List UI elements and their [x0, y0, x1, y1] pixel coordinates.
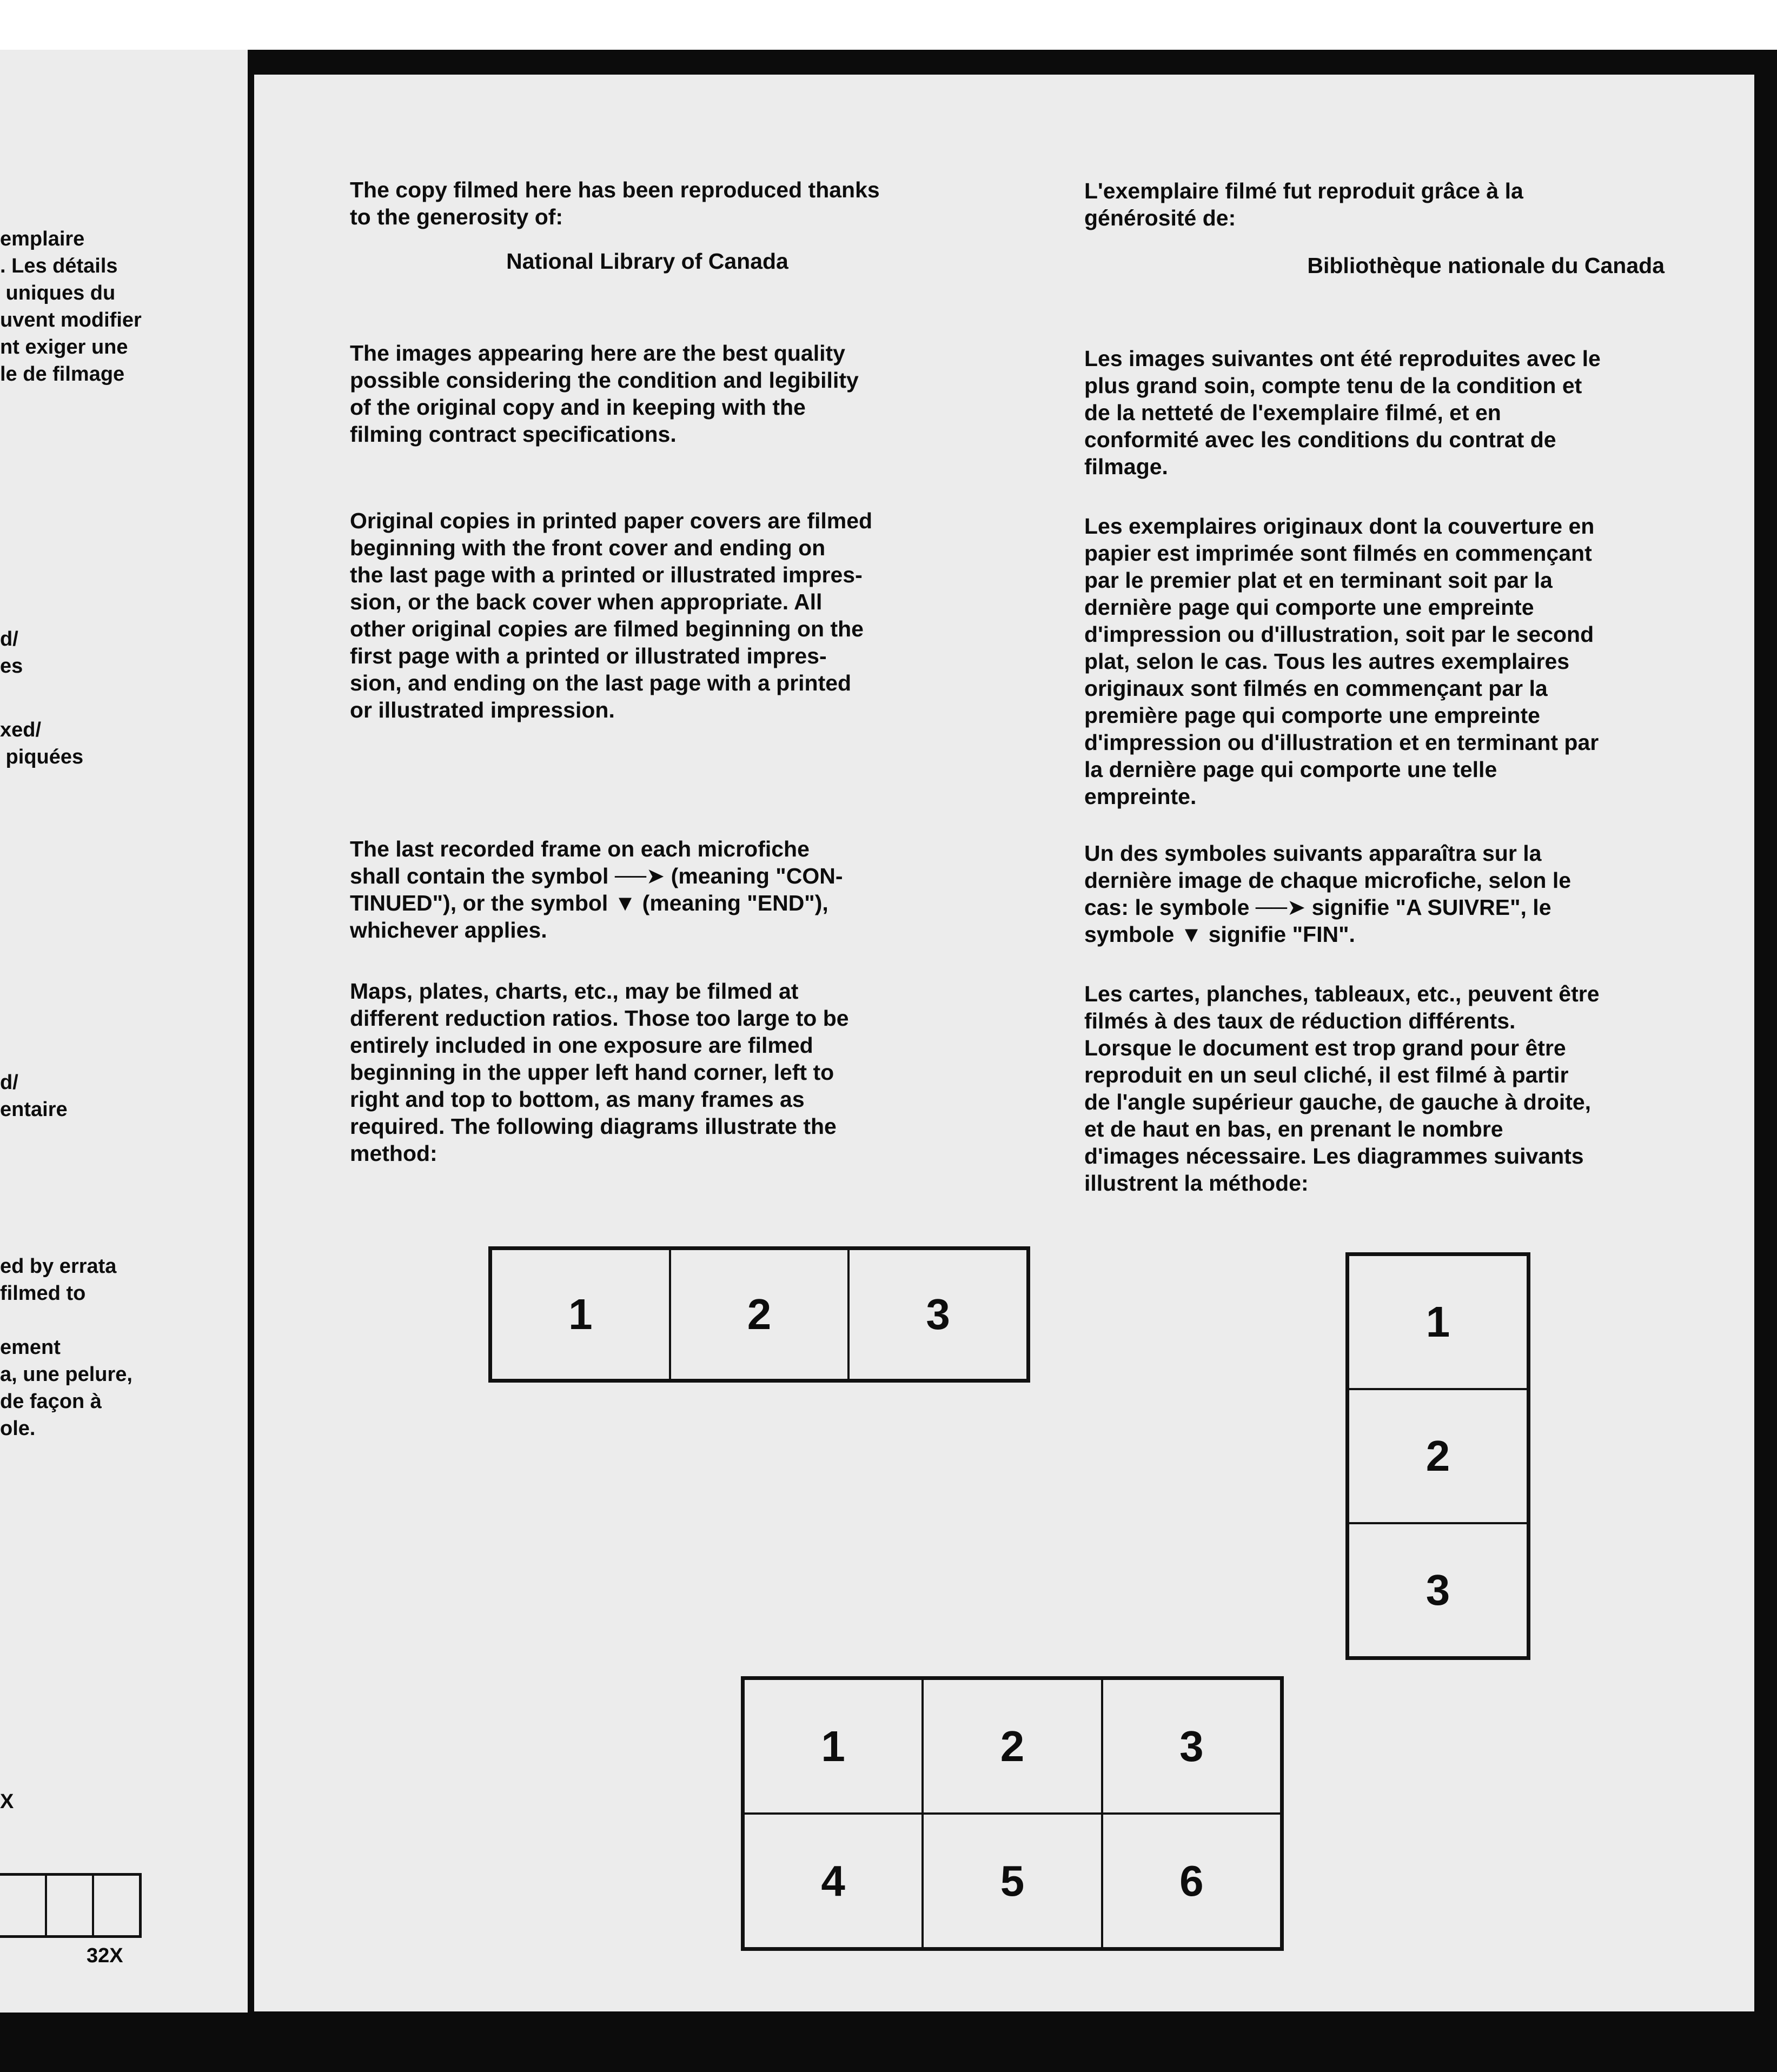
left-text-fragment: nt exiger une — [0, 336, 128, 358]
frame-cell: 2 — [670, 1249, 849, 1380]
left-text-fragment: uniques du — [0, 282, 116, 304]
frame-cell: 2 — [1348, 1389, 1528, 1523]
english-intro: The copy filmed here has been reproduced thanks to the generosity of: — [350, 177, 880, 229]
french-library-name: Bibliothèque nationale du Canada — [1307, 253, 1665, 278]
left-text-fragment: ement — [0, 1336, 61, 1359]
french-covers-paragraph: Les exemplaires originaux dont la couverture en papier est imprimée sont filmés en commençant par le premier plat et en terminant soit par la dernière page qui comporte une empreinte d'impression ou d'illustration, soit par le second plat, selon le cas. Tous les autres exemplaires originaux sont filmés en commençant par la première page qui comporte une empreinte d'impression ou d'illustration et en terminant par la dernière page qui comporte une telle empreinte. — [1084, 514, 1599, 809]
left-text-fragment: d/ — [0, 628, 18, 650]
left-text-fragment: uvent modifier — [0, 309, 142, 331]
left-text-fragment: d/ — [0, 1071, 18, 1094]
english-quality-paragraph: The images appearing here are the best quality possible considering the condition and legibility of the original copy and in keeping with the filming contract specifications. — [350, 341, 859, 447]
frame-cell: 1 — [744, 1679, 923, 1814]
reduction-scale-boxes — [0, 1873, 142, 1938]
frame-cell: 2 — [923, 1679, 1102, 1814]
left-page-fragment — [0, 50, 248, 2013]
english-symbols-paragraph: The last recorded frame on each microfiche shall contain the symbol ──➤ (meaning "CON- TINUED"), or the symbol ▼ (meaning "END"), whichever applies. — [350, 836, 843, 942]
frame-cell: 3 — [1348, 1523, 1528, 1657]
frame-cell: 3 — [1102, 1679, 1281, 1814]
left-text-fragment: ed by errata — [0, 1255, 117, 1278]
frame-cell: 1 — [1348, 1255, 1528, 1389]
diagram-grid-two-by-three — [741, 1676, 1284, 1951]
english-library-name: National Library of Canada — [506, 249, 788, 274]
english-maps-paragraph: Maps, plates, charts, etc., may be filmed at different reduction ratios. Those too large to be entirely included in one exposure are filmed beginning in the upper left hand corner, left to right and top to bottom, as many frames as required. The following diagrams illustrate the method: — [350, 979, 849, 1166]
left-text-fragment: entaire — [0, 1098, 68, 1121]
frame-cell: 5 — [923, 1814, 1102, 1948]
english-covers-paragraph: Original copies in printed paper covers are filmed beginning with the front cover and ending on the last page with a printed or illustrated impres- sion, or the back cover when appropriate. All other original copies are filmed beginning on the first page with a printed or illustrated impres- sion, and ending on the last page with a printed or illustrated impression. — [350, 508, 873, 722]
frame-cell: 4 — [744, 1814, 923, 1948]
diagram-row-of-three — [488, 1246, 1030, 1383]
french-intro: L'exemplaire filmé fut reproduit grâce à la générosité de: — [1084, 178, 1523, 230]
left-text-fragment: filmed to — [0, 1282, 86, 1305]
reduction-scale-label: 32X — [87, 1944, 123, 1967]
left-text-fragment: le de filmage — [0, 363, 125, 386]
left-text-fragment: X — [0, 1790, 14, 1813]
left-text-fragment: emplaire — [0, 228, 85, 250]
left-text-fragment: de façon à — [0, 1390, 102, 1413]
left-text-fragment: a, une pelure, — [0, 1363, 132, 1386]
french-symbols-paragraph: Un des symboles suivants apparaîtra sur la dernière image de chaque microfiche, selon le cas: le symbole ──➤ signifie "A SUIVRE", le symbole ▼ signifie "FIN". — [1084, 841, 1572, 947]
top-margin — [0, 0, 1777, 50]
diagram-column-of-three — [1345, 1252, 1530, 1660]
french-maps-paragraph: Les cartes, planches, tableaux, etc., peuvent être filmés à des taux de réduction différents. Lorsque le document est trop grand pour être reproduit en un seul cliché, il est filmé à partir de l'angle supérieur gauche, de gauche à droite, et de haut en bas, en prenant le nombre d'images nécessaire. Les diagrammes suivants illustrent la méthode: — [1084, 981, 1600, 1196]
left-text-fragment: es — [0, 655, 23, 678]
frame-cell: 3 — [848, 1249, 1027, 1380]
frame-cell: 1 — [491, 1249, 670, 1380]
left-text-fragment: . Les détails — [0, 255, 118, 277]
left-text-fragment: piquées — [0, 746, 84, 768]
french-quality-paragraph: Les images suivantes ont été reproduites avec le plus grand soin, compte tenu de la condition et de la netteté de l'exemplaire filmé, et en conformité avec les conditions du contrat de filmage. — [1084, 346, 1601, 479]
frame-cell: 6 — [1102, 1814, 1281, 1948]
main-page — [254, 75, 1754, 2011]
left-text-fragment: xed/ — [0, 719, 42, 741]
left-text-fragment: ole. — [0, 1417, 36, 1440]
